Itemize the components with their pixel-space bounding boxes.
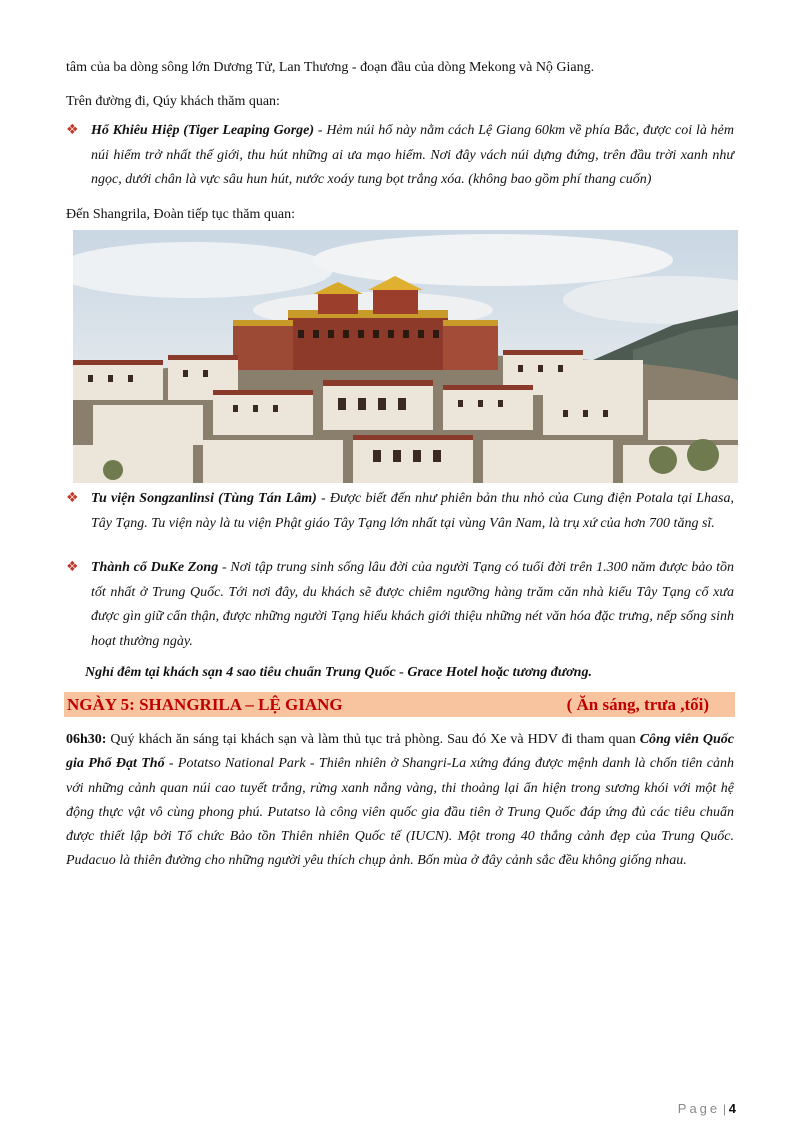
attraction-title: Thành cổ DuKe Zong [91, 560, 219, 575]
diamond-bullet-icon: ❖ [66, 559, 79, 575]
list-item-text [91, 556, 734, 654]
attraction-description: - Nơi tập trung sinh sống lâu đời của người Tạng có tuổi đời trên 1.300 năm được bảo tồn tốt nhất ở Trung Quốc. Tới nơi đây, du khách sẽ được chiêm ngưỡng hàng trăm căn nhà kiểu Tây Tạng cổ xưa được gìn giữ cẩn thận, được những người Tạng hiếu khách giới thiệu những nét văn hóa đặc trưng, nếp sống sinh hoạt thường ngày. [91, 560, 734, 649]
attraction-description: - Được biết đến như phiên bản thu nhỏ của Cung điện Potala tại Lhasa, Tây Tạng. Tu viện này là tu viện Phật giáo Tây Tạng lớn nhất tại vùng Vân Nam, là trụ xứ của hơn 700 tăng sĩ. [91, 491, 735, 531]
intro-line: tâm của ba dòng sông lớn Dương Tử, Lan Thương - đoạn đầu của dòng Mekong và Nộ Giang. [66, 60, 595, 75]
day-meals: ( Ăn sáng, trưa ,tối) [566, 695, 709, 714]
list-item-text [91, 119, 734, 193]
arrival-line: Đến Shangrila, Đoàn tiếp tục thăm quan: [66, 207, 295, 222]
park-name: Công viên Quốc gia Phổ Đạt Thố [66, 732, 734, 772]
overnight-note: Nghỉ đêm tại khách sạn 4 sao tiêu chuẩn Trung Quốc - Grace Hotel hoặc tương đương. [85, 665, 592, 680]
park-description: - Potatso National Park - Thiên nhiên ở Shangri-La xứng đáng được mệnh danh là chốn tiên cảnh với những cảnh quan núi cao tuyết trắng, rừng xanh nắng vàng, thi thoảng lại ẩn hiện trong sương khói với một hệ động thực vật vô cùng phong phú. Putatso là công viên quốc gia đầu tiên ở Trung Quốc đáp ứng đủ các tiêu chuẩn được thiết lập bởi Tổ chức Bảo tồn Thiên nhiên Quốc tế (IUCN). Một trong 40 thắng cảnh đẹp của Trung Quốc. Pudacuo là thiên đường cho những người yêu thích chụp ảnh. Bốn mùa ở đây cảnh sắc đều không giống nhau. [66, 756, 734, 869]
footer-separator: | [723, 1101, 726, 1116]
attraction-title: Hổ Khiêu Hiệp (Tiger Leaping Gorge) [91, 123, 315, 138]
time-label: 06h30: [66, 732, 107, 747]
day-itinerary-paragraph [66, 728, 734, 874]
itinerary-text: Quý khách ăn sáng tại khách sạn và làm thủ tục trả phòng. Sau đó Xe và HDV đi tham quan [106, 732, 640, 747]
attraction-description: - Hẻm núi hổ này nằm cách Lệ Giang 60km về phía Bắc, được coi là hẻm núi hiểm trở nhất thế giới, thu hút những ai ưa mạo hiểm. Nơi đây vách núi dựng đứng, trên đầu trời xanh như ngọc, dưới chân là vực sâu hun hút, nước xoáy tung bọt trắng xóa. (không bao gồm phí thang cuốn) [91, 123, 734, 187]
day-title: NGÀY 5: SHANGRILA – LỆ GIANG [67, 695, 343, 714]
day-header [64, 692, 735, 717]
diamond-bullet-icon: ❖ [66, 122, 79, 138]
list-item-text [91, 487, 734, 536]
attraction-title: Tu viện Songzanlinsi (Tùng Tán Lâm) [91, 491, 317, 506]
page-number: 4 [728, 1101, 736, 1116]
page-label: Page [677, 1101, 721, 1116]
sightseeing-intro: Trên đường đi, Qúy khách thăm quan: [66, 94, 280, 109]
monastery-photo [73, 230, 738, 483]
page-footer [678, 1100, 736, 1118]
diamond-bullet-icon: ❖ [66, 490, 79, 506]
